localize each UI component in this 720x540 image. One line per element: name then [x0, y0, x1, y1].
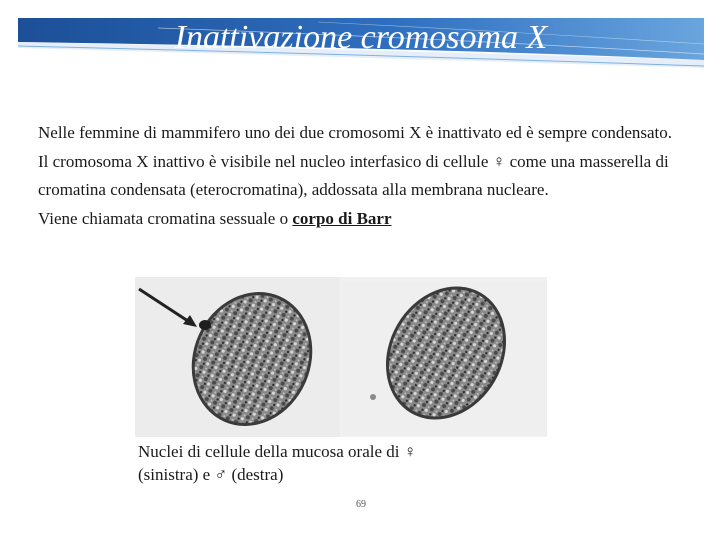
- nuclei-micrograph: [135, 277, 547, 437]
- paragraph-1: Nelle femmine di mammifero uno dei due cromosomi X è inattivato ed è sempre condensato.: [38, 123, 673, 142]
- male-nucleus-panel: [343, 281, 547, 435]
- barr-body-mark: [199, 320, 211, 330]
- barr-body-link[interactable]: corpo di Barr: [292, 208, 392, 228]
- slide-body: [38, 119, 688, 233]
- caption-line-1: Nuclei di cellule della mucosa orale di ♀: [138, 442, 417, 461]
- paragraph-3-text: Viene chiamata cromatina sessuale o: [38, 208, 293, 228]
- female-nucleus-image: [135, 277, 340, 437]
- title-banner: [18, 18, 704, 68]
- figure-caption: [138, 440, 558, 486]
- arrow-head: [183, 315, 197, 327]
- caption-line-2: (sinistra) e ♂ (destra): [138, 465, 284, 484]
- paragraph-3: [38, 205, 688, 234]
- slide-title: Inattivazione cromosoma X: [174, 19, 548, 56]
- paragraph-2: Il cromosoma X inattivo è visibile nel nucleo interfasico di cellule ♀ come una masserella di cromatina condensata (eterocromatina), addossata alla membrana nucleare.: [38, 151, 669, 199]
- female-nucleus-panel: [135, 277, 340, 437]
- page-number: 69: [356, 499, 366, 510]
- male-nucleus-image: [343, 281, 547, 435]
- arrow-line: [139, 289, 191, 323]
